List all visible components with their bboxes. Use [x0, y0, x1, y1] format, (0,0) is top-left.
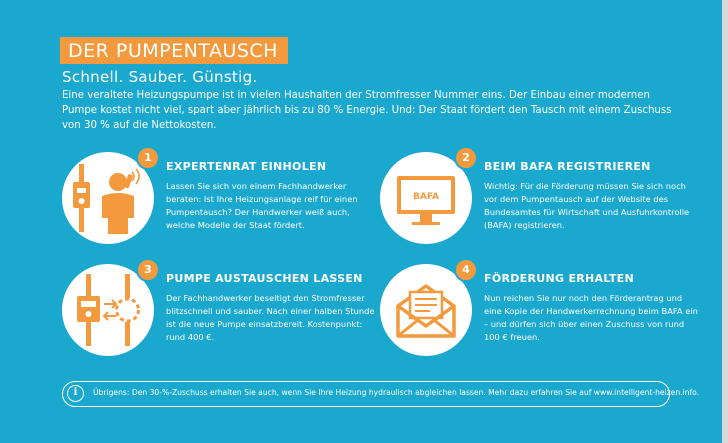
monitor-screen-label: BAFA — [413, 192, 439, 202]
step-number-badge: 2 — [454, 146, 478, 170]
step-text: Wichtig: Für die Förderung müssen Sie sich noch vor dem Pumpentausch auf der Website des Bundesamtes für Wirtschaft und Ausfuhrkontrolle (BAFA) registrieren. — [484, 181, 690, 230]
page-title: DER PUMPENTAUSCH — [60, 37, 288, 64]
step-text: Nun reichen Sie nur noch den Förderantrag und eine Kopie der Handwerkerrechnung beim BAFA ein – und dürfen sich über einen Zuschuss von rund 100 € freuen. — [484, 293, 698, 342]
step-text: Lassen Sie sich von einem Fachhandwerker beraten: Ist Ihre Heizungsanlage reif für einen Pumpentausch? Der Handwerker weiß auch, welche Modelle der Staat fördert. — [166, 181, 358, 230]
intro-text: Eine veraltete Heizungspumpe ist in vielen Haushalten der Stromfresser Nummer eins. Der Einbau einer modernen Pumpe kostet nicht viel, spart aber jährlich bis zu 80 % Energie. Und: Der Staat fördert den Tausch mit einem Zuschuss von 30 % auf die Nettokosten. — [62, 90, 672, 131]
step-3 — [62, 264, 382, 364]
step-4 — [380, 264, 700, 364]
step-title: FÖRDERUNG ERHALTEN — [484, 272, 634, 285]
info-icon: i — [67, 385, 84, 402]
right-edge-divider — [722, 0, 728, 443]
step-2 — [380, 152, 700, 252]
info-note — [62, 381, 700, 407]
step-title: EXPERTENRAT EINHOLEN — [166, 160, 327, 173]
step-number-badge: 3 — [136, 258, 160, 282]
step-title: BEIM BAFA REGISTRIEREN — [484, 160, 651, 173]
info-note-text: Übrigens: Den 30-%-Zuschuss erhalten Sie auch, wenn Sie Ihre Heizung hydraulisch abgleichen lassen. Mehr dazu erfahren Sie auf www.intelligent-heizen.info. — [93, 388, 700, 397]
step-text: Der Fachhandwerker beseitigt den Stromfresser blitzschnell und sauber. Nach einer halben Stunde ist die neue Pumpe einsatzbereit. Kostenpunkt: rund 400 €. — [166, 293, 375, 342]
subtitle: Schnell. Sauber. Günstig. — [62, 68, 258, 86]
step-title: PUMPE AUSTAUSCHEN LASSEN — [166, 272, 363, 285]
step-number-badge: 1 — [136, 146, 160, 170]
step-1 — [62, 152, 382, 252]
step-number-badge: 4 — [454, 258, 478, 282]
